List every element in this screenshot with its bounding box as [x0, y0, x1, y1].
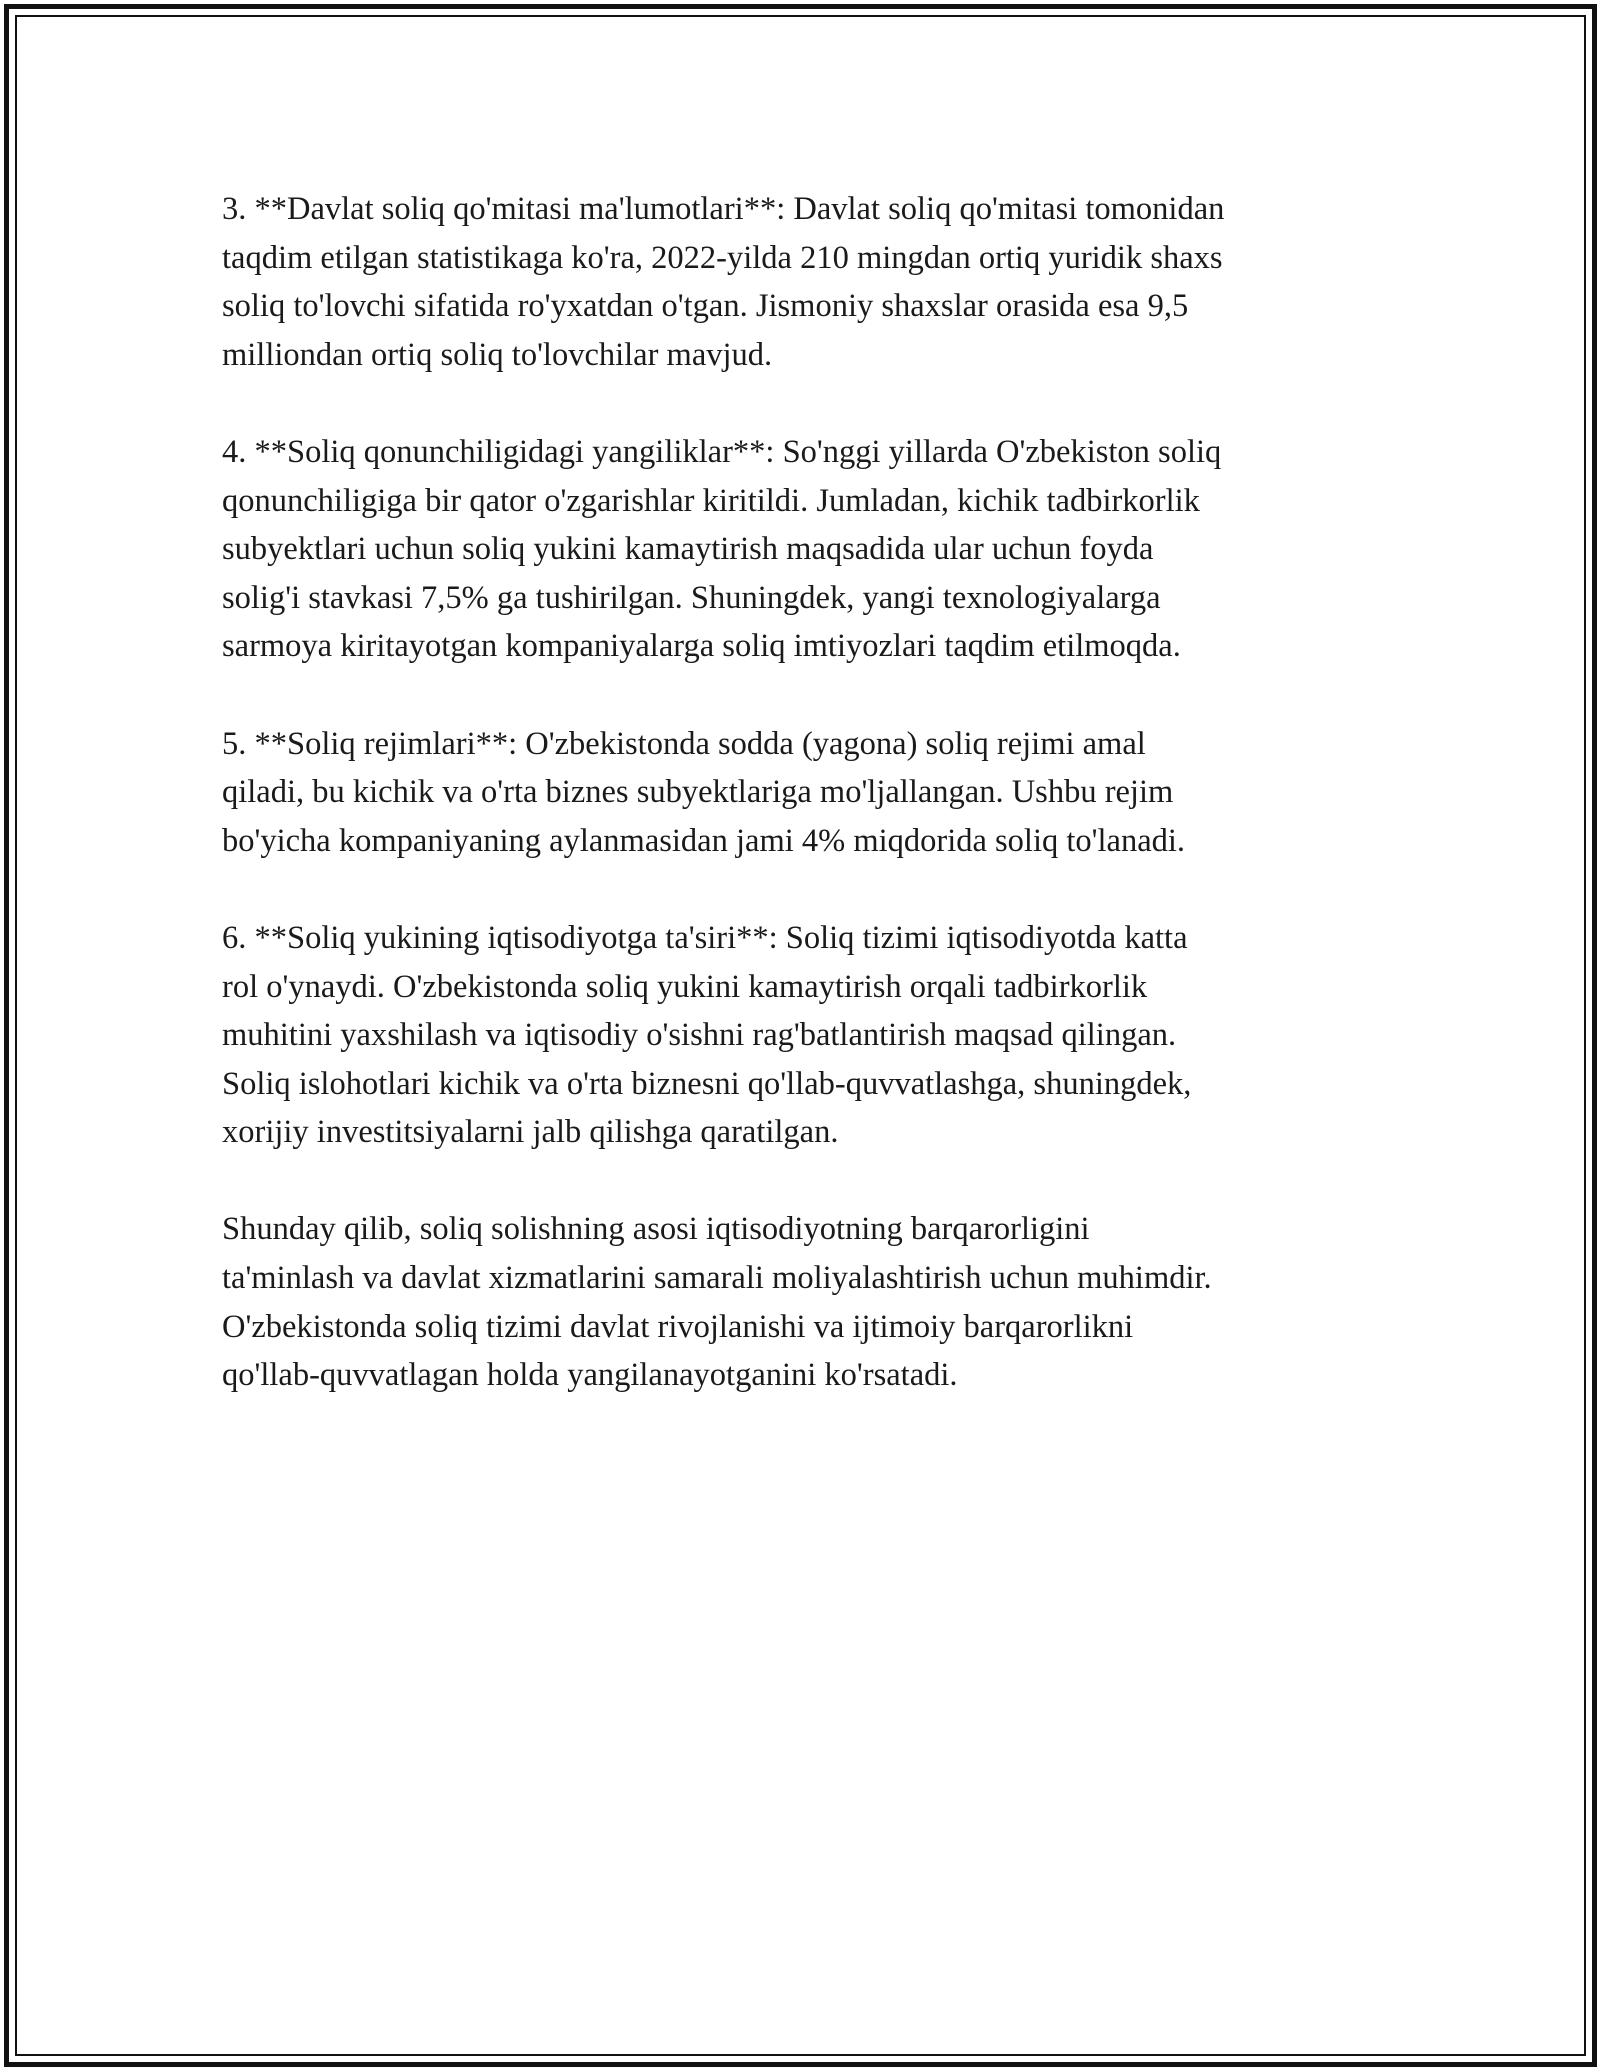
text-line: O'zbekistonda soliq tizimi davlat rivojlanishi va ijtimoiy barqarorlikni [222, 1308, 1134, 1345]
document-body [222, 185, 1402, 1448]
text-line: subyektlari uchun soliq yukini kamaytirish maqsadida ular uchun foyda [222, 531, 1154, 568]
text-line: qiladi, bu kichik va o'rta biznes subyektlariga mo'ljallangan. Ushbu rejim [222, 774, 1174, 811]
text-line: qo'llab-quvvatlagan holda yangilanayotganini ko'rsatadi. [222, 1357, 958, 1394]
paragraph-tax-regimes [222, 720, 1402, 866]
text-line: qonunchiligiga bir qator o'zgarishlar kiritildi. Jumladan, kichik tadbirkorlik [222, 482, 1200, 519]
text-line: rol o'ynaydi. O'zbekistonda soliq yukini kamaytirish orqali tadbirkorlik [222, 968, 1148, 1005]
paragraph-conclusion [222, 1205, 1402, 1399]
text-line: 4. **Soliq qonunchiligidagi yangiliklar**: So'nggi yillarda O'zbekiston soliq [222, 433, 1222, 470]
text-line: muhitini yaxshilash va iqtisodiy o'sishni rag'batlantirish maqsad qilingan. [222, 1017, 1177, 1054]
text-line: taqdim etilgan statistikaga ko'ra, 2022-yilda 210 mingdan ortiq yuridik shaxs [222, 239, 1223, 276]
paragraph-tax-burden-impact [222, 914, 1402, 1157]
text-line: 5. **Soliq rejimlari**: O'zbekistonda sodda (yagona) soliq rejimi amal [222, 725, 1146, 762]
text-line: ta'minlash va davlat xizmatlarini samarali moliyalashtirish uchun muhimdir. [222, 1260, 1212, 1297]
text-line: bo'yicha kompaniyaning aylanmasidan jami 4% miqdorida soliq to'lanadi. [222, 822, 1186, 859]
paragraph-tax-law-updates [222, 428, 1402, 671]
text-line: xorijiy investitsiyalarni jalb qilishga qaratilgan. [222, 1114, 839, 1151]
text-line: 3. **Davlat soliq qo'mitasi ma'lumotlari**: Davlat soliq qo'mitasi tomonidan [222, 191, 1225, 227]
text-line: Soliq islohotlari kichik va o'rta biznesni qo'llab-quvvatlashga, shuningdek, [222, 1065, 1192, 1102]
text-line: Shunday qilib, soliq solishning asosi iqtisodiyotning barqarorligini [222, 1211, 1090, 1248]
text-line: 6. **Soliq yukining iqtisodiyotga ta'siri**: Soliq tizimi iqtisodiyotda katta [222, 919, 1188, 956]
text-line: soliq to'lovchi sifatida ro'yxatdan o'tgan. Jismoniy shaxslar orasida esa 9,5 [222, 288, 1189, 325]
paragraph-tax-committee-data [222, 185, 1402, 379]
text-line: sarmoya kiritayotgan kompaniyalarga soliq imtiyozlari taqdim etilmoqda. [222, 628, 1181, 665]
text-line: milliondan ortiq soliq to'lovchilar mavjud. [222, 336, 773, 373]
text-line: solig'i stavkasi 7,5% ga tushirilgan. Shuningdek, yangi texnologiyalarga [222, 579, 1161, 616]
